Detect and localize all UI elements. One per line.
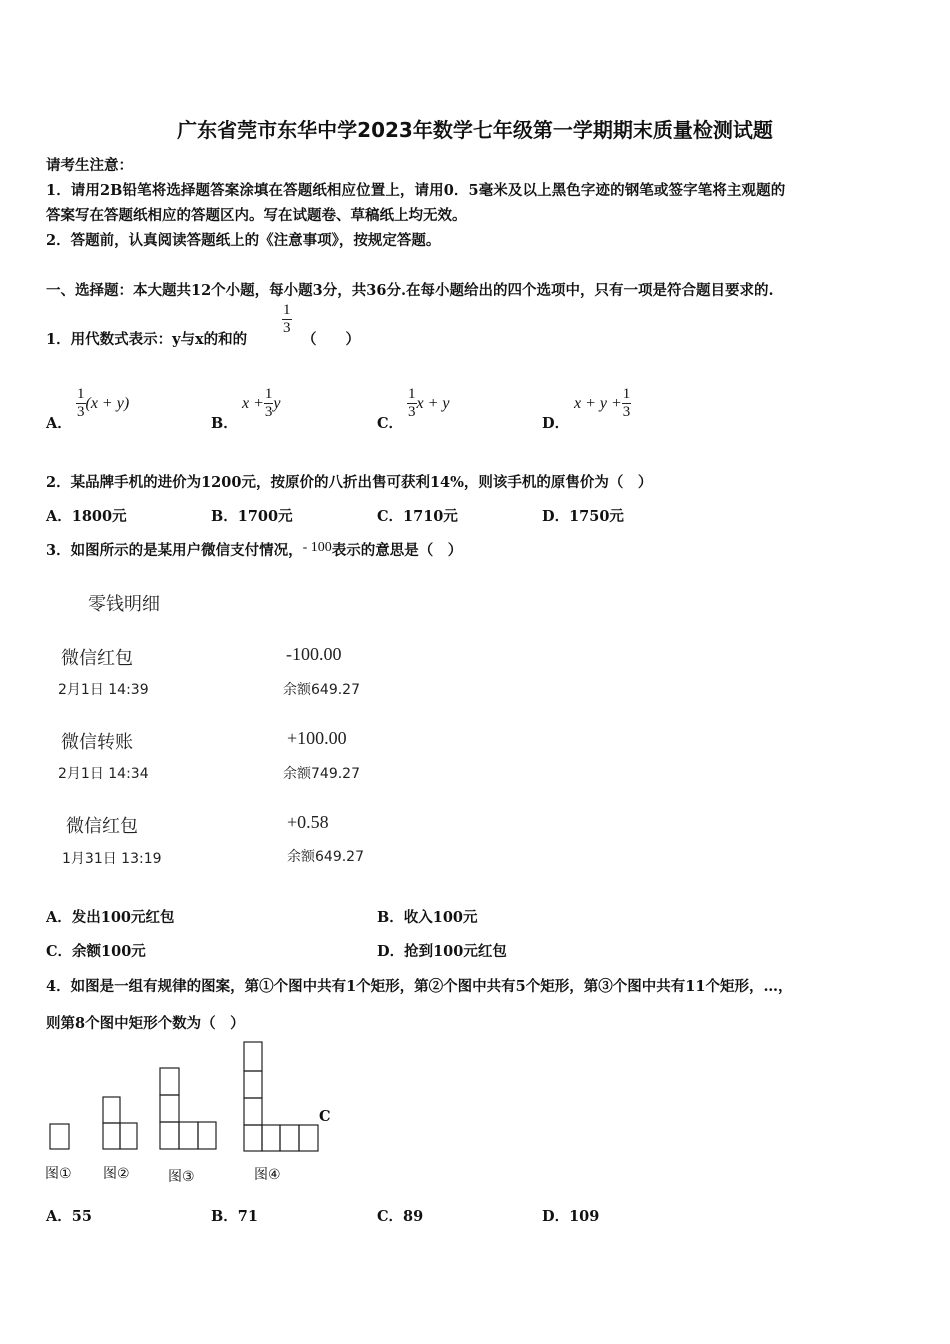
wechat-entry-1-name: 微信红包 <box>61 648 133 669</box>
q1-option-c-expr: $\frac{1}{3}$ x + y <box>408 386 450 420</box>
q1-option-d-label: D． <box>542 415 570 432</box>
figure-3-rectangles <box>160 1068 216 1149</box>
q1-option-b-expr: x + $\frac{1}{3}$ y <box>242 386 281 420</box>
q1-option-a-label: A． <box>46 415 72 432</box>
q4-option-b: B．71 <box>211 1208 258 1225</box>
notice-line-2: 2．答题前，认真阅读答题纸上的《注意事项》，按规定答题。 <box>46 232 441 249</box>
q2-option-b: B．1700元 <box>211 508 293 525</box>
notice-line-1a: 1．请用2B铅笔将选择题答案涂填在答题纸相应位置上，请用0．5毫米及以上黑色字迹的钢笔或签字笔将主观题的 <box>46 182 786 199</box>
figure-2-rectangles <box>103 1097 137 1149</box>
wechat-entry-3-balance: 余额649.27 <box>287 849 364 865</box>
q3-option-c: C．余额100元 <box>46 943 146 960</box>
q3-stem: 3．如图所示的是某用户微信支付情况，- 100表示的意思是（ ） <box>46 540 463 559</box>
q3-option-b: B．收入100元 <box>377 909 478 926</box>
wechat-entry-1-time: 2月1日 14:39 <box>58 682 149 698</box>
q2-option-c: C．1710元 <box>377 508 458 525</box>
q2-stem: 2．某品牌手机的进价为1200元，按原价的八折出售可获利14%，则该手机的原售价为（ ） <box>46 474 653 491</box>
q3-option-d: D．抢到100元红包 <box>377 943 507 960</box>
q1-stem: 1．用代数式表示：y与x的和的 <box>46 331 248 348</box>
wechat-entry-3-name: 微信红包 <box>66 816 138 837</box>
figure-4-label: 图④ <box>254 1167 281 1183</box>
q4-option-a: A．55 <box>46 1208 92 1225</box>
q1-option-d-expr: x + y + $\frac{1}{3}$ <box>574 386 631 420</box>
q4-stem-line-2: 则第8个图中矩形个数为（ ） <box>46 1015 245 1032</box>
figure-stray-letter: C <box>319 1108 331 1125</box>
figure-4-rectangles <box>244 1042 318 1151</box>
wechat-entry-1-balance: 余额649.27 <box>283 682 360 698</box>
figure-1-label: 图① <box>45 1166 72 1182</box>
q4-option-d: D．109 <box>542 1208 600 1225</box>
figure-1-rectangles <box>50 1124 69 1149</box>
wechat-entry-2-time: 2月1日 14:34 <box>58 766 149 782</box>
wechat-entry-1-amount: -100.00 <box>286 644 342 664</box>
q2-option-d: D．1750元 <box>542 508 624 525</box>
page-title: 广东省莞市东华中学2023年数学七年级第一学期期末质量检测试题 <box>177 118 773 142</box>
q1-stem-bracket: （ ） <box>302 331 360 348</box>
wechat-entry-2-amount: +100.00 <box>287 728 347 748</box>
section-heading: 一、选择题：本大题共12个小题，每小题3分，共36分.在每小题给出的四个选项中，只有一项是符合题目要求的. <box>46 282 774 299</box>
q3-stem-value: - 100 <box>302 540 332 555</box>
figure-2-label: 图② <box>103 1166 130 1182</box>
rectangle-pattern-figure <box>40 1040 340 1160</box>
q1-option-b-label: B． <box>211 415 238 432</box>
q4-option-c: C．89 <box>377 1208 424 1225</box>
q1-option-a-expr: $\frac{1}{3}$ (x + y) <box>77 386 130 420</box>
notice-heading: 请考生注意： <box>46 157 133 174</box>
wechat-entry-3-amount: +0.58 <box>287 812 329 832</box>
wechat-entry-2-balance: 余额749.27 <box>283 766 360 782</box>
wechat-entry-2-name: 微信转账 <box>61 732 133 753</box>
wechat-entry-3-time: 1月31日 13:19 <box>62 851 162 867</box>
q1-option-c-label: C． <box>377 415 404 432</box>
wechat-detail-header: 零钱明细 <box>88 594 160 615</box>
figure-3-label: 图③ <box>168 1169 195 1185</box>
notice-line-1b: 答案写在答题纸相应的答题区内。写在试题卷、草稿纸上均无效。 <box>46 207 467 224</box>
q4-stem-line-1: 4．如图是一组有规律的图案，第①个图中共有1个矩形，第②个图中共有5个矩形，第③个图中共有11个矩形，…， <box>46 978 793 995</box>
q2-option-a: A．1800元 <box>46 508 127 525</box>
q3-option-a: A．发出100元红包 <box>46 909 175 926</box>
q1-stem-fraction: $\frac{1}{3}$ <box>283 302 291 336</box>
